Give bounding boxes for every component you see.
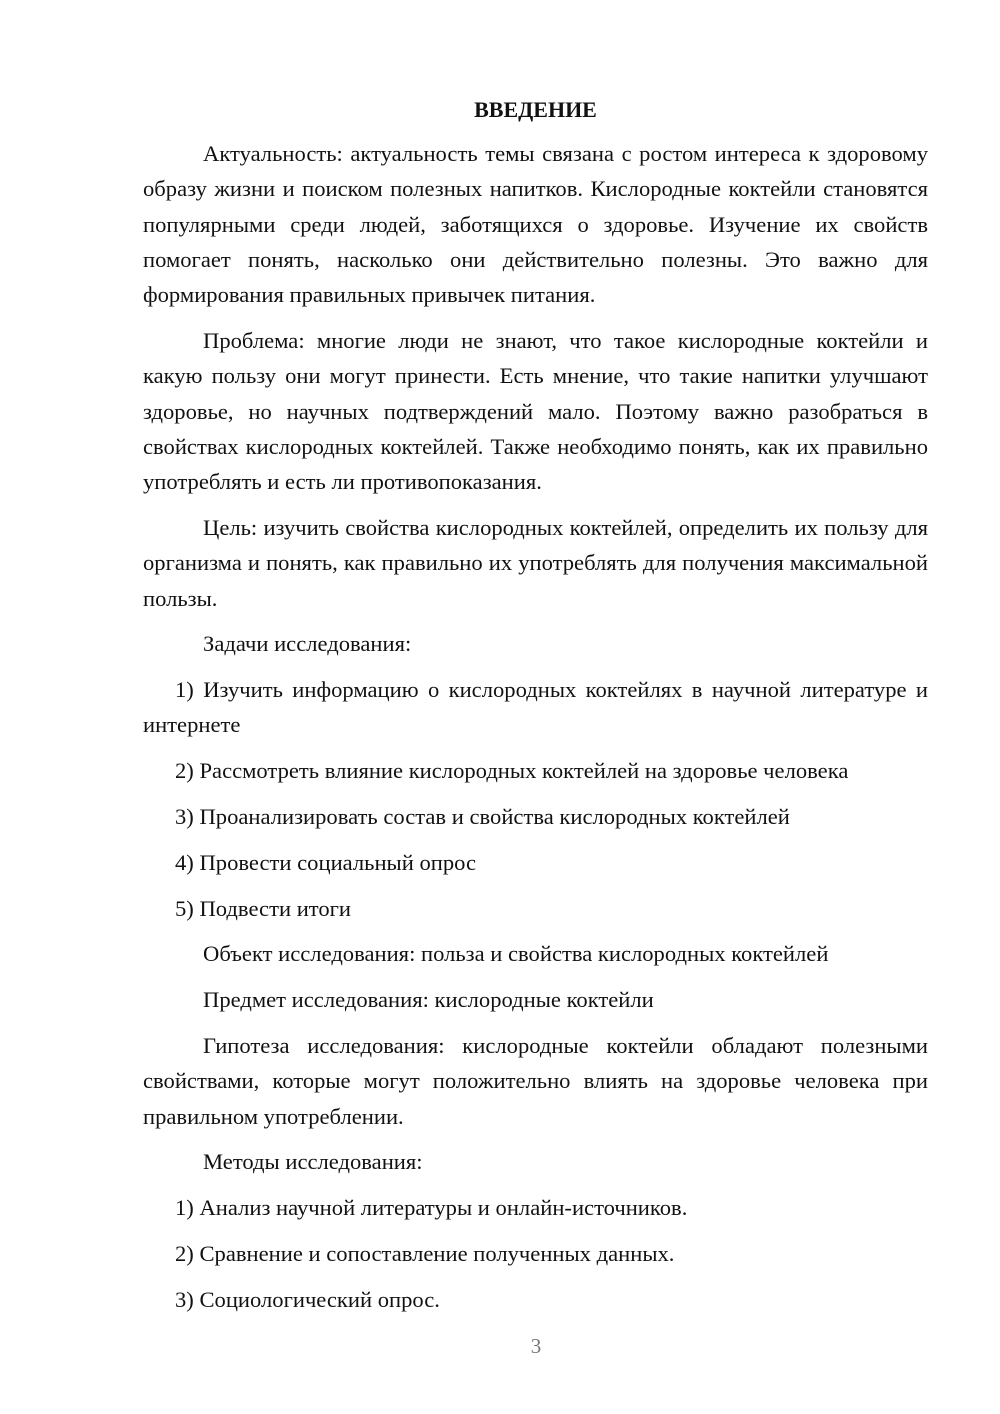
task-item: 2) Рассмотреть влияние кислородных коктейлей на здоровье человека (175, 758, 849, 784)
task-item: 4) Провести социальный опрос (175, 849, 477, 875)
page-number: 3 (530, 1334, 542, 1358)
paragraph-object: Объект исследования: польза и свойства кислородных коктейлей (203, 941, 829, 967)
paragraph-subject: Предмет исследования: кислородные коктейли (203, 987, 654, 1013)
paragraph-problem: Проблема: многие люди не знают, что такое кислородные коктейли и какую пользу они могут принести. Есть мнение, что такие напитки улучшают здоровье, но научных подтверждений мало. Поэтому важно разобраться в свойствах кислородных коктейлей. Также необходимо понять, как их правильно употреблять и есть ли противопоказания. (143, 327, 928, 495)
tasks-heading: Задачи исследования: (203, 631, 412, 657)
task-item: 3) Проанализировать состав и свойства кислородных коктейлей (175, 804, 790, 830)
paragraph-relevance: Актуальность: актуальность темы связана с ростом интереса к здоровому образу жизни и поиском полезных напитков. Кислородные коктейли становятся популярными среди людей, заботящихся о здоровье. Изучение их свойств помогает понять, насколько они действительно полезны. Это важно для формирования правильных привычек питания. (143, 141, 928, 308)
method-item: 3) Социологический опрос. (175, 1286, 440, 1312)
method-item: 1) Анализ научной литературы и онлайн-источников. (175, 1195, 688, 1221)
method-item: 2) Сравнение и сопоставление полученных данных. (175, 1241, 675, 1267)
methods-heading: Методы исследования: (203, 1149, 423, 1175)
task-item: 1) Изучить информацию о кислородных коктейлях в научной литературе и интернете (143, 677, 928, 738)
paragraph-hypothesis: Гипотеза исследования: кислородные коктейли обладают полезными свойствами, которые могут положительно влиять на здоровье человека при правильном употреблении. (143, 1033, 928, 1129)
task-item: 5) Подвести итоги (175, 895, 352, 921)
document-body (143, 94, 928, 1328)
paragraph-goal: Цель: изучить свойства кислородных коктейлей, определить их пользу для организма и понять, как правильно их употреблять для получения максимальной пользы. (143, 514, 928, 611)
section-title: ВВЕДЕНИЕ (474, 97, 597, 122)
